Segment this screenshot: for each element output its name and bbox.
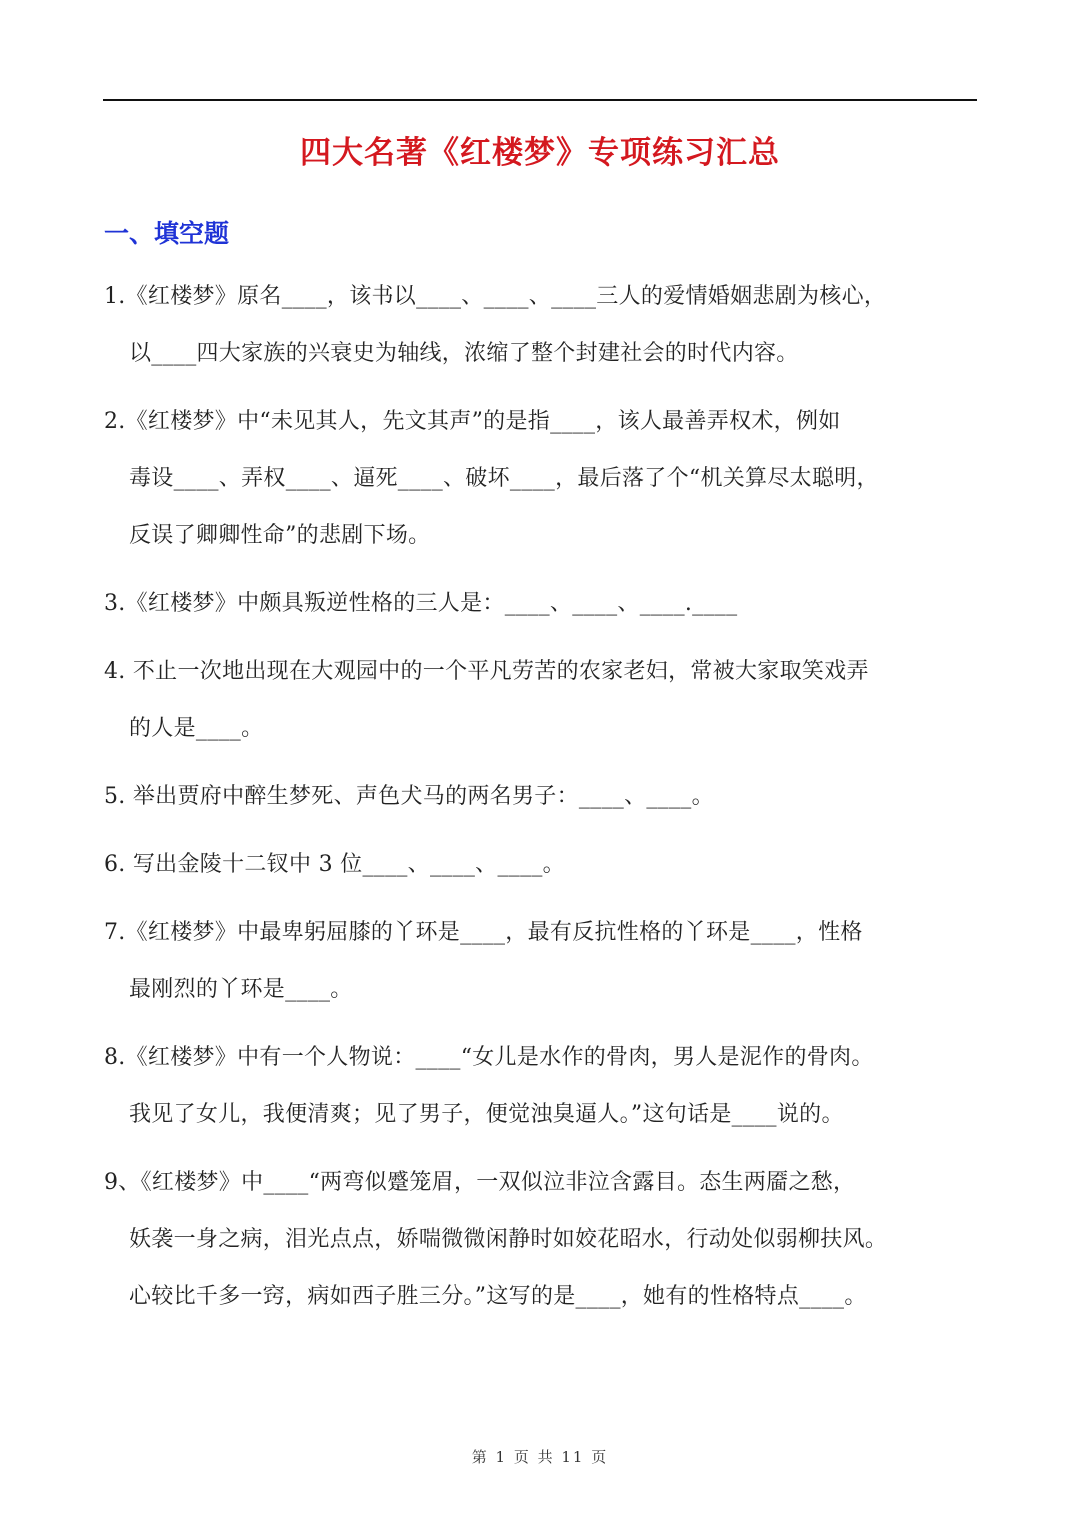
question-line: 妖袭一身之病，泪光点点，娇喘微微闲静时如姣花昭水，行动处似弱柳扶风。 [129,1227,888,1252]
page-number-footer: 第 1 页 共 11 页 [471,1448,609,1466]
question-line: 最刚烈的丫环是____。 [129,977,353,1002]
question-line: 反误了卿卿性命”的悲剧下场。 [129,523,431,548]
question-line: 3.《红楼梦》中颇具叛逆性格的三人是：____、____、____.____ [104,591,738,616]
question-6 [104,836,980,893]
question-line: 的人是____。 [129,716,264,741]
question-line: 2.《红楼梦》中“未见其人，先文其声”的是指____，该人最善弄权术，例如 [104,409,841,434]
question-line: 我见了女儿，我便清爽；见了男子，便觉浊臭逼人。”这句话是____说的。 [129,1102,844,1127]
question-8 [104,1029,980,1143]
question-line: 心较比千多一窍，病如西子胜三分。”这写的是____，她有的性格特点____。 [129,1284,867,1309]
question-line: 9、《红楼梦》中____“两弯似蹙笼眉，一双似泣非泣含露目。态生两靥之愁， [104,1170,856,1195]
question-line: 5. 举出贾府中醉生梦死、声色犬马的两名男子：____、____。 [104,784,714,809]
question-line: 6. 写出金陵十二钗中 3 位____、____、____。 [104,852,565,877]
question-4 [104,643,980,757]
question-line: 7.《红楼梦》中最卑躬屈膝的丫环是____，最有反抗性格的丫环是____，性格 [104,920,863,945]
question-2 [104,393,980,564]
question-1 [104,268,980,382]
question-3 [104,575,980,632]
section-heading-fill-in-blank: 一、填空题 [104,218,230,248]
question-line: 8.《红楼梦》中有一个人物说：____“女儿是水作的骨肉，男人是泥作的骨肉。 [104,1045,874,1070]
question-line: 4. 不止一次地出现在大观园中的一个平凡劳苦的农家老妇，常被大家取笑戏弄 [104,659,869,684]
question-9 [104,1154,980,1325]
document-title: 四大名著《红楼梦》专项练习汇总 [300,134,780,171]
question-line: 以____四大家族的兴衰史为轴线，浓缩了整个封建社会的时代内容。 [129,341,799,366]
question-5 [104,768,980,825]
question-list [104,268,980,1336]
question-line: 毒设____、弄权____、逼死____、破坏____，最后落了个“机关算尽太聪明， [129,466,879,491]
header-rule [103,99,977,101]
question-7 [104,904,980,1018]
question-line: 1.《红楼梦》原名____，该书以____、____、____三人的爱情婚姻悲剧为核心， [104,284,887,309]
